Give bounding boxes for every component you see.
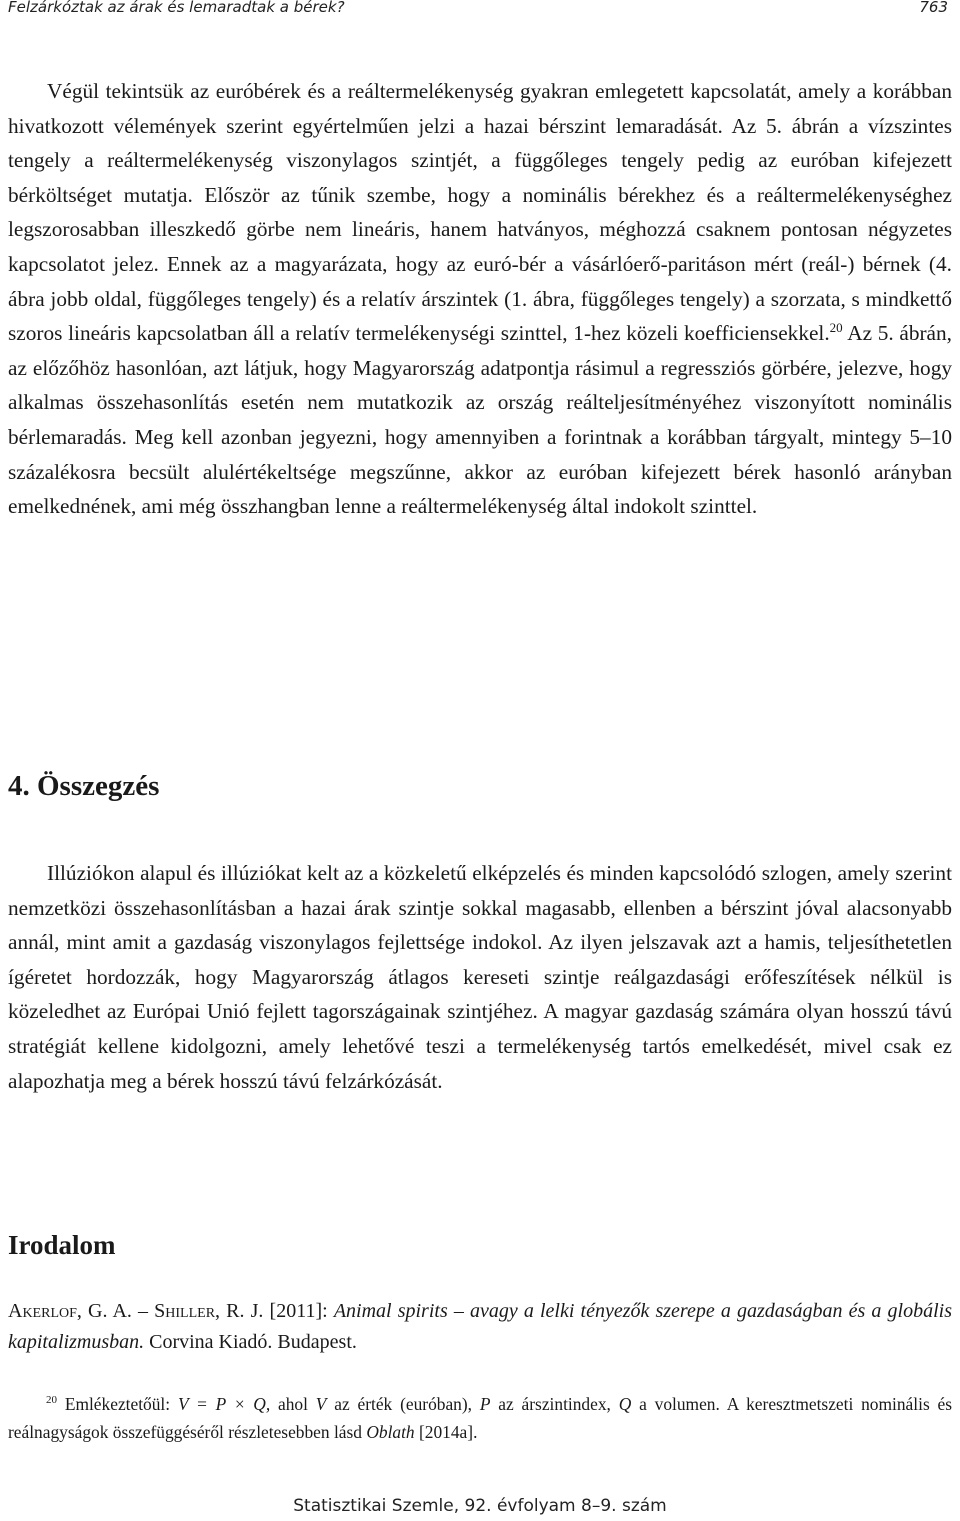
footnote-cite-author: Oblath	[366, 1422, 415, 1442]
reference-entry	[8, 1296, 952, 1358]
references-heading: Irodalom	[8, 1230, 116, 1260]
reference-title: Animal spirits – avagy a lelki tényezők szerepe a gazdaságban és a globális kapitalizmusban.	[8, 1300, 953, 1353]
reference-authors: Akerlof, G. A. – Shiller, R. J.	[8, 1300, 264, 1322]
footnote	[8, 1390, 952, 1446]
paragraph-text: Végül tekintsük az euróbérek és a reáltermelékenység gyakran emlegetett kapcsolatát, amely a korábban hivatkozott vélemények szerint egyértelműen jelzi a hazai bérszint lemaradását. Az 5. ábrán a vízszintes tengely a reáltermelékenység viszonylagos szintjét, a függőleges tengely pedig az euróban kifejezett bérköltséget mutatja. Először az tűnik szembe, hogy a nominális bérekhez és a reáltermelékenységhez legszorosabban illeszkedő görbe nem lineáris, hanem hatványos, méghozzá csaknem pontosan négyzetes kapcsolatot jelez. Ennek az a magyarázata, hogy az euró-bér a vásárlóerő-paritáson mért (reál-) bérnek (4. ábra jobb oldal, függőleges tengely) és a relatív árszintek (1. ábra, függőleges tengely) a szorzata, s mindkettő szoros lineáris kapcsolatban áll a relatív termelékenységi szinttel, 1-hez közeli koefficiensekkel.	[8, 79, 952, 346]
section-body	[8, 74, 952, 524]
running-header	[0, 0, 960, 18]
paragraph-text-continued: Az 5. ábrán, az előzőhöz hasonlóan, azt látjuk, hogy Magyarország adatpontja rásimul a regressziós görbére, jelezve, hogy alkalmas összehasonlítás esetén nem mutatkozik az ország reálteljesítményéhez viszonyított nominális bérlemaradás. Meg kell azonban jegyezni, hogy amennyiben a forintnak a korábban tárgyalt, mintegy 5–10 százalékosra becsült alulértékeltsége megszűnne, akkor az euróban kifejezett bérek hasonló arányban emelkednének, ami még összhangban lenne a reáltermelékenység által indokolt szinttel.	[8, 321, 952, 519]
footnote-var-p: P	[479, 1394, 491, 1414]
footnote-formula: V = P × Q,	[177, 1394, 271, 1414]
footnote-text-d: a volumen. A keresztmetszeti nominális és reálnagyságok összefüggéséről részletesebben lásd	[8, 1394, 953, 1442]
footnote-text-a: ahol	[278, 1394, 308, 1414]
section-heading-summary: 4. Összegzés	[8, 770, 160, 802]
footnote-cite-year: [2014a].	[418, 1422, 478, 1442]
journal-footer: Statisztikai Szemle, 92. évfolyam 8–9. szám	[293, 1496, 667, 1516]
body-paragraph	[8, 74, 952, 524]
running-title: Felzárkóztak az árak és lemaradtak a bérek?	[8, 0, 345, 16]
reference-publisher: Corvina Kiadó. Budapest.	[149, 1331, 357, 1353]
footnote-number: 20	[46, 1394, 57, 1407]
reference-year: [2011]:	[269, 1300, 328, 1322]
footnote-text-c: az árszintindex,	[498, 1394, 611, 1414]
summary-paragraph: Illúziókon alapul és illúziókat kelt az a közkeletű elképzelés és minden kapcsolódó szlogen, amely szerint nemzetközi összehasonlításban a hazai árak szintje sokkal magasabb, ellenben a bérszint jóval alacsonyabb annál, mint amit a gazdaság viszonylagos fejlettsége indokol. Az ilyen jelszavak azt a hamis, teljesíthetetlen ígéretet hordozzák, hogy Magyarország átlagos kereseti szintje reálgazdasági erőfeszítések nélkül is közeledhet az Európai Unió fejlett tagországainak szintjéhez. A magyar gazdaság számára olyan hosszú távú stratégiát kellene kidolgozni, amely lehetővé teszi a termelékenység tartós emelkedését, mivel csak ez alapozhatja meg a bérek hosszú távú felzárkózását.	[8, 861, 952, 1093]
footnote-text-b: az érték (euróban),	[334, 1394, 473, 1414]
footnote-var-q: Q	[618, 1394, 632, 1414]
page-number: 763	[919, 0, 948, 16]
footnote-reference[interactable]: 20	[829, 320, 843, 336]
footnote-lead: Emlékeztetőül:	[64, 1394, 171, 1414]
summary-body	[8, 856, 952, 1098]
footnote-var-v: V	[315, 1394, 327, 1414]
